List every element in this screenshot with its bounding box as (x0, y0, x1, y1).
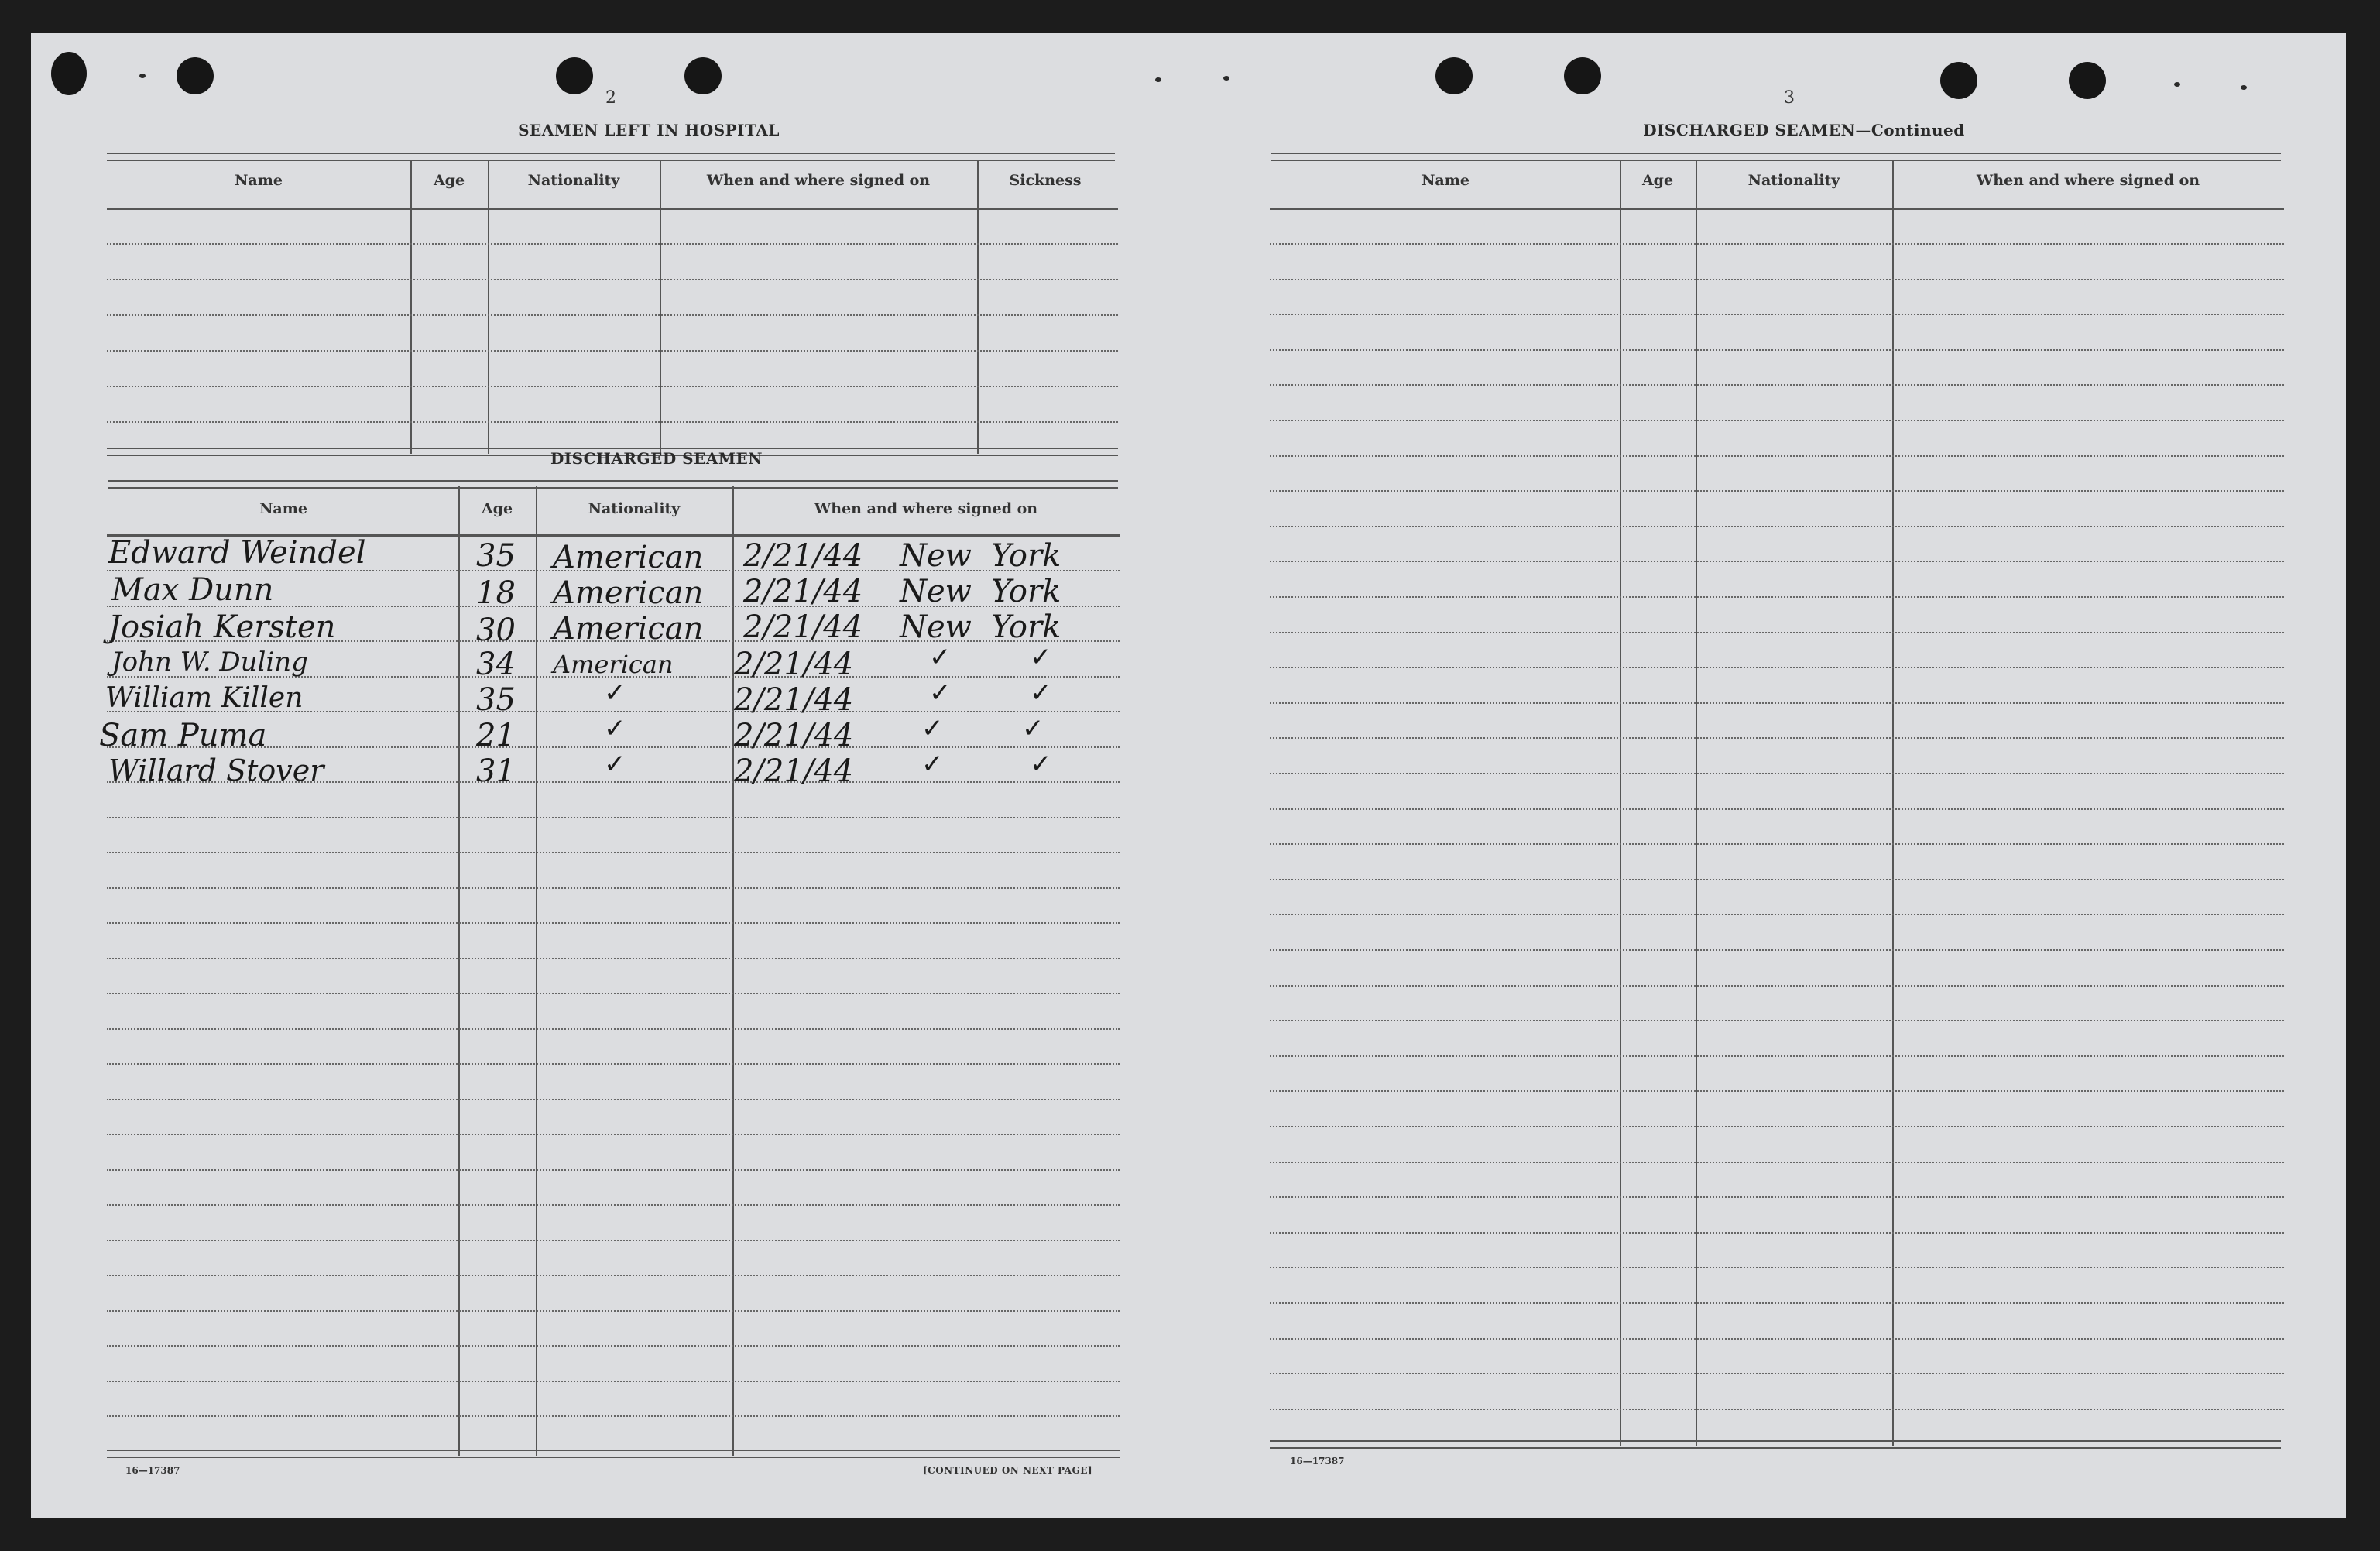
entry-line (107, 1415, 1120, 1417)
seaman-age: 21 (476, 718, 516, 753)
entry-line (1270, 808, 2284, 810)
seaman-name: Sam Puma (99, 718, 267, 753)
seaman-age: 31 (476, 753, 516, 789)
entry-line (107, 852, 1120, 853)
seaman-name: Willard Stover (108, 753, 324, 788)
signed-on-date: 2/21/44 (743, 609, 863, 645)
column-header-nationality: Nationality (1747, 172, 1840, 189)
entry-line (1270, 384, 2284, 386)
seaman-name: William Killen (105, 682, 304, 714)
seaman-nationality: American (553, 650, 674, 679)
entry-line (1270, 490, 2284, 492)
entry-line (1270, 1020, 2284, 1021)
ditto-check-mark: ✓ (921, 713, 944, 744)
binder-hole (684, 57, 722, 94)
page-number: 3 (1784, 88, 1795, 108)
ink-mark (139, 74, 146, 78)
entry-line (107, 1169, 1120, 1171)
seaman-name: John W. Duling (111, 647, 308, 678)
entry-line (1270, 773, 2284, 774)
binder-hole (556, 57, 593, 94)
signed-on-date: 2/21/44 (743, 538, 863, 574)
seaman-nationality: American (553, 540, 704, 575)
seaman-age: 35 (476, 538, 516, 574)
seaman-nationality: American (553, 611, 704, 647)
ditto-check-mark: ✓ (921, 749, 944, 780)
entry-line (107, 1275, 1120, 1276)
entry-line (107, 1063, 1120, 1065)
page-number: 2 (605, 88, 616, 108)
entry-line (1270, 596, 2284, 598)
entry-line (1270, 879, 2284, 880)
entry-line (1270, 843, 2284, 845)
entry-line (107, 386, 1118, 387)
entry-line (1270, 1232, 2284, 1234)
ditto-check-mark: ✓ (1022, 713, 1044, 744)
ditto-check-mark: ✓ (604, 749, 626, 780)
binder-hole (177, 57, 214, 94)
entry-line (107, 993, 1120, 994)
entry-line (107, 817, 1120, 818)
column-header-name: Name (1421, 172, 1469, 189)
entry-line (107, 1345, 1120, 1347)
seaman-name: Josiah Kersten (108, 609, 336, 645)
column-divider (1620, 160, 1621, 1446)
entry-line (107, 922, 1120, 924)
column-header-when-where: When and where signed on (706, 172, 931, 189)
entry-line (107, 1381, 1120, 1382)
ditto-check-mark: ✓ (929, 678, 952, 709)
signed-on-date: 2/21/44 (734, 647, 854, 682)
signed-on-place: York (991, 609, 1061, 645)
entry-line (1270, 455, 2284, 457)
binder-hole (1940, 62, 1977, 99)
entry-line (107, 958, 1120, 959)
column-divider (1696, 160, 1697, 1446)
column-header-when-where: When and where signed on (814, 500, 1038, 517)
entry-line (107, 1028, 1120, 1030)
signed-on-place: New (900, 609, 972, 645)
binder-hole (2069, 62, 2106, 99)
entry-line (1270, 561, 2284, 562)
header-rule (1270, 208, 2284, 210)
entry-line (1270, 1267, 2284, 1268)
column-header-sickness: Sickness (1009, 172, 1082, 189)
ink-mark (2241, 85, 2247, 90)
entry-line (1270, 1055, 2284, 1057)
column-header-age: Age (1641, 172, 1674, 189)
entry-line (107, 1240, 1120, 1241)
entry-line (1270, 1090, 2284, 1092)
seaman-name: Edward Weindel (108, 535, 366, 571)
entry-line (107, 350, 1118, 352)
signed-on-date: 2/21/44 (743, 574, 863, 609)
signed-on-place: New (900, 574, 972, 609)
entry-line (1270, 349, 2284, 351)
entry-line (1270, 279, 2284, 280)
ditto-check-mark: ✓ (1030, 642, 1052, 673)
discharged-continued-title: DISCHARGED SEAMEN—Continued (1643, 121, 1965, 139)
signed-on-date: 2/21/44 (734, 682, 854, 718)
section-rule (107, 153, 1115, 161)
column-header-name: Name (259, 500, 307, 517)
entry-line (1270, 1338, 2284, 1340)
entry-line (1270, 420, 2284, 421)
entry-line (107, 1134, 1120, 1135)
signed-on-place: New (900, 538, 972, 574)
entry-line (1270, 314, 2284, 315)
entry-line (1270, 667, 2284, 668)
entry-line (107, 1204, 1120, 1206)
header-rule (107, 208, 1118, 210)
seaman-nationality: American (553, 575, 704, 611)
ink-mark (1155, 77, 1161, 82)
signed-on-place: York (991, 538, 1061, 574)
entry-line (1270, 243, 2284, 245)
entry-line (107, 421, 1118, 423)
ditto-check-mark: ✓ (1030, 678, 1052, 709)
ditto-check-mark: ✓ (604, 713, 626, 744)
binder-hole (1564, 57, 1601, 94)
ditto-check-mark: ✓ (929, 642, 952, 673)
column-divider (488, 160, 489, 454)
column-header-nationality: Nationality (588, 500, 681, 517)
column-header-age: Age (481, 500, 513, 517)
entry-line (1270, 632, 2284, 633)
column-divider (1892, 160, 1894, 1446)
section-rule (1270, 1440, 2281, 1449)
ink-mark (1223, 76, 1229, 81)
entry-line (107, 1099, 1120, 1100)
seaman-age: 30 (476, 613, 516, 648)
seaman-age: 18 (476, 575, 516, 611)
ditto-check-mark: ✓ (604, 678, 626, 709)
entry-line (1270, 1162, 2284, 1163)
column-header-name: Name (235, 172, 283, 189)
entry-line (107, 314, 1118, 316)
column-header-age: Age (433, 172, 465, 189)
signed-on-date: 2/21/44 (734, 718, 854, 753)
hospital-section-title: SEAMEN LEFT IN HOSPITAL (518, 121, 780, 139)
entry-line (1270, 526, 2284, 527)
binder-hole (51, 52, 87, 95)
section-rule (1271, 153, 2281, 161)
entry-line (1270, 1126, 2284, 1127)
form-number: 16—17387 (1290, 1456, 1345, 1467)
signed-on-date: 2/21/44 (734, 753, 854, 789)
column-divider (410, 160, 412, 454)
seaman-name: Max Dunn (111, 572, 274, 608)
column-header-when-where: When and where signed on (1976, 172, 2200, 189)
ditto-check-mark: ✓ (1030, 749, 1052, 780)
signed-on-place: York (991, 574, 1061, 609)
entry-line (1270, 1302, 2284, 1304)
form-number: 16—17387 (125, 1465, 180, 1476)
seaman-age: 34 (476, 647, 516, 682)
section-rule (107, 1450, 1120, 1458)
entry-line (107, 1310, 1120, 1312)
entry-line (107, 887, 1120, 889)
entry-line (107, 279, 1118, 280)
column-divider (977, 160, 979, 454)
entry-line (1270, 949, 2284, 951)
entry-line (1270, 1409, 2284, 1410)
column-divider (660, 160, 661, 454)
discharged-section-title: DISCHARGED SEAMEN (550, 449, 763, 468)
entry-line (107, 243, 1118, 245)
seaman-age: 35 (476, 682, 516, 718)
entry-line (1270, 737, 2284, 739)
entry-line (1270, 1373, 2284, 1374)
section-rule (108, 480, 1118, 489)
entry-line (1270, 914, 2284, 915)
record-sheet (31, 33, 2346, 1518)
continued-note: [CONTINUED ON NEXT PAGE] (923, 1465, 1093, 1476)
entry-line (1270, 985, 2284, 987)
ink-mark (2174, 82, 2180, 87)
binder-hole (1435, 57, 1473, 94)
column-header-nationality: Nationality (527, 172, 620, 189)
entry-line (1270, 702, 2284, 704)
entry-line (1270, 1196, 2284, 1198)
